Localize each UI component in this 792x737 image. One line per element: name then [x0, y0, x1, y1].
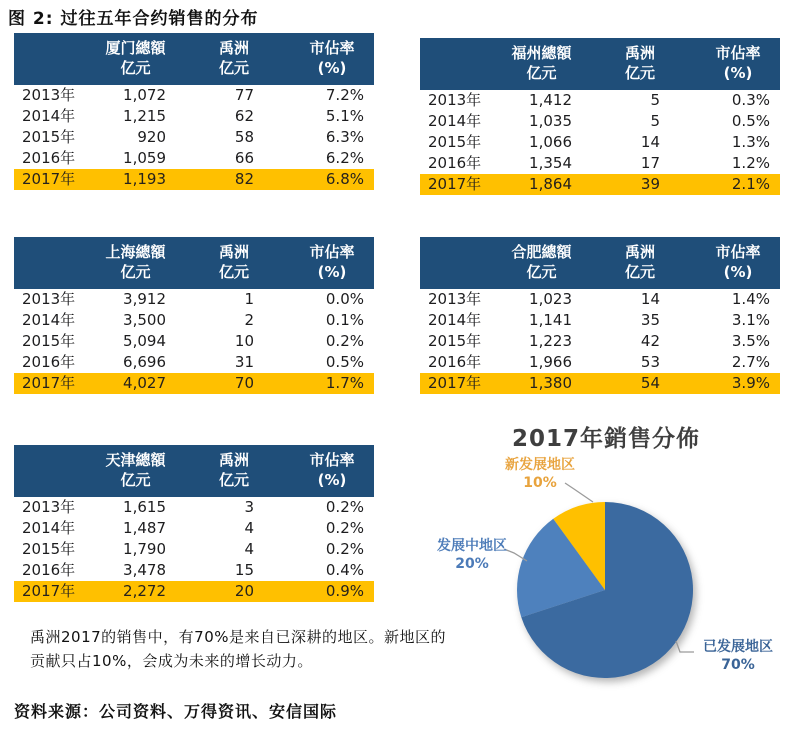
column-header-city-total: 厦门總額 亿元 [93, 33, 178, 85]
city-total-cell: 1,035 [499, 111, 584, 132]
city-total-cell: 1,141 [499, 310, 584, 331]
city-total-cell: 6,696 [93, 352, 178, 373]
city-total-cell: 3,500 [93, 310, 178, 331]
yuzhou-cell: 42 [584, 331, 696, 352]
yuzhou-cell: 35 [584, 310, 696, 331]
year-cell: 2017年 [14, 169, 93, 190]
year-cell: 2017年 [420, 373, 499, 394]
table-header-row [420, 38, 780, 90]
market-share-cell: 3.5% [696, 331, 780, 352]
column-header-year [420, 237, 499, 289]
yuzhou-cell: 5 [584, 90, 696, 111]
table-header-row [420, 237, 780, 289]
year-cell: 2014年 [14, 106, 93, 127]
table-row [420, 310, 780, 331]
market-share-cell: 5.1% [290, 106, 374, 127]
city-total-cell: 1,059 [93, 148, 178, 169]
pie-label-developing-regions [430, 537, 514, 573]
table-row [14, 127, 374, 148]
year-cell: 2015年 [420, 331, 499, 352]
sales-table-shanghai [14, 237, 374, 394]
market-share-cell: 6.3% [290, 127, 374, 148]
yuzhou-cell: 31 [178, 352, 290, 373]
table-row [420, 153, 780, 174]
table-header-row [14, 33, 374, 85]
yuzhou-cell: 3 [178, 497, 290, 518]
table-row [420, 90, 780, 111]
pie-label-developed-regions [684, 638, 792, 674]
column-header-yuzhou: 禹洲 亿元 [178, 237, 290, 289]
city-total-cell: 4,027 [93, 373, 178, 394]
table-row [420, 111, 780, 132]
table-row [14, 373, 374, 394]
column-header-city-total: 天津總額 亿元 [93, 445, 178, 497]
market-share-cell: 0.5% [696, 111, 780, 132]
yuzhou-cell: 77 [178, 85, 290, 106]
market-share-cell: 1.3% [696, 132, 780, 153]
column-header-year [14, 445, 93, 497]
city-total-cell: 920 [93, 127, 178, 148]
commentary-text: 禹洲2017的销售中，有70%是来自已深耕的地区。新地区的贡献只占10%，会成为未来的增长动力。 [30, 628, 447, 670]
market-share-cell: 0.2% [290, 331, 374, 352]
pie-label-developed-regions-text: 已发展地区 [703, 639, 773, 655]
city-total-cell: 1,072 [93, 85, 178, 106]
yuzhou-cell: 15 [178, 560, 290, 581]
column-header-yuzhou: 禹洲 亿元 [178, 445, 290, 497]
market-share-cell: 0.9% [290, 581, 374, 602]
market-share-cell: 7.2% [290, 85, 374, 106]
pie-chart-title: 2017年銷售分佈 [511, 426, 700, 452]
year-cell: 2013年 [14, 85, 93, 106]
table-row [14, 518, 374, 539]
market-share-cell: 3.1% [696, 310, 780, 331]
city-total-cell: 2,272 [93, 581, 178, 602]
yuzhou-cell: 82 [178, 169, 290, 190]
year-cell: 2016年 [14, 560, 93, 581]
year-cell: 2013年 [420, 90, 499, 111]
market-share-cell: 0.3% [696, 90, 780, 111]
figure-title: 图 2: 过往五年合约销售的分布 [8, 9, 259, 29]
year-cell: 2013年 [14, 289, 93, 310]
column-header-year [14, 237, 93, 289]
yuzhou-cell: 4 [178, 518, 290, 539]
yuzhou-cell: 39 [584, 174, 696, 195]
source-line: 资料来源：公司资料、万得资讯、安信国际 [14, 702, 338, 721]
year-cell: 2017年 [14, 581, 93, 602]
sales-table [420, 237, 780, 394]
table-row [420, 352, 780, 373]
year-cell: 2013年 [420, 289, 499, 310]
column-header-market-share: 市佔率 (%) [696, 237, 780, 289]
table-row [420, 174, 780, 195]
table-header-row [14, 445, 374, 497]
market-share-cell: 0.1% [290, 310, 374, 331]
sales-table [14, 237, 374, 394]
column-header-yuzhou: 禹洲 亿元 [584, 38, 696, 90]
table-row [14, 85, 374, 106]
market-share-cell: 0.2% [290, 518, 374, 539]
yuzhou-cell: 2 [178, 310, 290, 331]
sales-table [420, 38, 780, 195]
pie-label-new-regions-text: 新发展地区 [505, 457, 575, 473]
column-header-year [14, 33, 93, 85]
market-share-cell: 2.1% [696, 174, 780, 195]
pie-label-developed-regions-value: 70% [721, 657, 755, 674]
pie-label-developing-regions-text: 发展中地区 [437, 538, 507, 554]
table-row [14, 331, 374, 352]
sales-table [14, 445, 374, 602]
table-row [420, 331, 780, 352]
year-cell: 2015年 [14, 331, 93, 352]
market-share-cell: 6.2% [290, 148, 374, 169]
city-total-cell: 1,487 [93, 518, 178, 539]
year-cell: 2014年 [14, 310, 93, 331]
column-header-market-share: 市佔率 (%) [290, 33, 374, 85]
table-row [420, 289, 780, 310]
year-cell: 2014年 [14, 518, 93, 539]
market-share-cell: 6.8% [290, 169, 374, 190]
city-total-cell: 1,864 [499, 174, 584, 195]
city-total-cell: 1,193 [93, 169, 178, 190]
yuzhou-cell: 4 [178, 539, 290, 560]
city-total-cell: 1,615 [93, 497, 178, 518]
city-total-cell: 1,790 [93, 539, 178, 560]
city-total-cell: 1,223 [499, 331, 584, 352]
table-row [14, 352, 374, 373]
city-total-cell: 1,066 [499, 132, 584, 153]
yuzhou-cell: 58 [178, 127, 290, 148]
column-header-yuzhou: 禹洲 亿元 [584, 237, 696, 289]
yuzhou-cell: 54 [584, 373, 696, 394]
table-row [420, 132, 780, 153]
pie-chart-2017-sales-distribution [430, 418, 790, 728]
table-header-row [14, 237, 374, 289]
yuzhou-cell: 1 [178, 289, 290, 310]
year-cell: 2014年 [420, 310, 499, 331]
column-header-market-share: 市佔率 (%) [290, 237, 374, 289]
city-total-cell: 1,354 [499, 153, 584, 174]
pie-label-new-regions-value: 10% [523, 475, 557, 492]
yuzhou-cell: 10 [178, 331, 290, 352]
market-share-cell: 1.7% [290, 373, 374, 394]
column-header-city-total: 福州總額 亿元 [499, 38, 584, 90]
market-share-cell: 0.2% [290, 539, 374, 560]
year-cell: 2015年 [420, 132, 499, 153]
year-cell: 2016年 [14, 148, 93, 169]
table-row [14, 310, 374, 331]
table-row [14, 581, 374, 602]
table-row [14, 106, 374, 127]
yuzhou-cell: 66 [178, 148, 290, 169]
city-total-cell: 1,412 [499, 90, 584, 111]
year-cell: 2015年 [14, 127, 93, 148]
market-share-cell: 0.4% [290, 560, 374, 581]
year-cell: 2016年 [420, 352, 499, 373]
city-total-cell: 5,094 [93, 331, 178, 352]
year-cell: 2015年 [14, 539, 93, 560]
year-cell: 2013年 [14, 497, 93, 518]
column-header-yuzhou: 禹洲 亿元 [178, 33, 290, 85]
city-total-cell: 1,380 [499, 373, 584, 394]
city-total-cell: 1,966 [499, 352, 584, 373]
year-cell: 2016年 [420, 153, 499, 174]
yuzhou-cell: 70 [178, 373, 290, 394]
column-header-market-share: 市佔率 (%) [290, 445, 374, 497]
city-total-cell: 3,912 [93, 289, 178, 310]
sales-table-hefei [420, 237, 780, 394]
market-share-cell: 2.7% [696, 352, 780, 373]
yuzhou-cell: 14 [584, 132, 696, 153]
yuzhou-cell: 17 [584, 153, 696, 174]
market-share-cell: 1.4% [696, 289, 780, 310]
table-row [420, 373, 780, 394]
sales-table [14, 33, 374, 190]
sales-table-fuzhou [420, 38, 780, 195]
table-row [14, 289, 374, 310]
pie-label-new-regions [485, 456, 595, 492]
market-share-cell: 0.5% [290, 352, 374, 373]
year-cell: 2017年 [420, 174, 499, 195]
city-total-cell: 1,215 [93, 106, 178, 127]
yuzhou-cell: 5 [584, 111, 696, 132]
yuzhou-cell: 20 [178, 581, 290, 602]
year-cell: 2016年 [14, 352, 93, 373]
pie-label-developing-regions-value: 20% [455, 556, 489, 573]
city-total-cell: 1,023 [499, 289, 584, 310]
city-total-cell: 3,478 [93, 560, 178, 581]
yuzhou-cell: 14 [584, 289, 696, 310]
yuzhou-cell: 53 [584, 352, 696, 373]
sales-table-tianjin [14, 445, 374, 602]
column-header-city-total: 上海總額 亿元 [93, 237, 178, 289]
column-header-year [420, 38, 499, 90]
market-share-cell: 1.2% [696, 153, 780, 174]
table-row [14, 497, 374, 518]
column-header-market-share: 市佔率 (%) [696, 38, 780, 90]
market-share-cell: 3.9% [696, 373, 780, 394]
year-cell: 2014年 [420, 111, 499, 132]
column-header-city-total: 合肥總額 亿元 [499, 237, 584, 289]
table-row [14, 539, 374, 560]
yuzhou-cell: 62 [178, 106, 290, 127]
market-share-cell: 0.2% [290, 497, 374, 518]
sales-table-xiamen [14, 33, 374, 190]
table-row [14, 148, 374, 169]
table-row [14, 169, 374, 190]
table-row [14, 560, 374, 581]
market-share-cell: 0.0% [290, 289, 374, 310]
year-cell: 2017年 [14, 373, 93, 394]
